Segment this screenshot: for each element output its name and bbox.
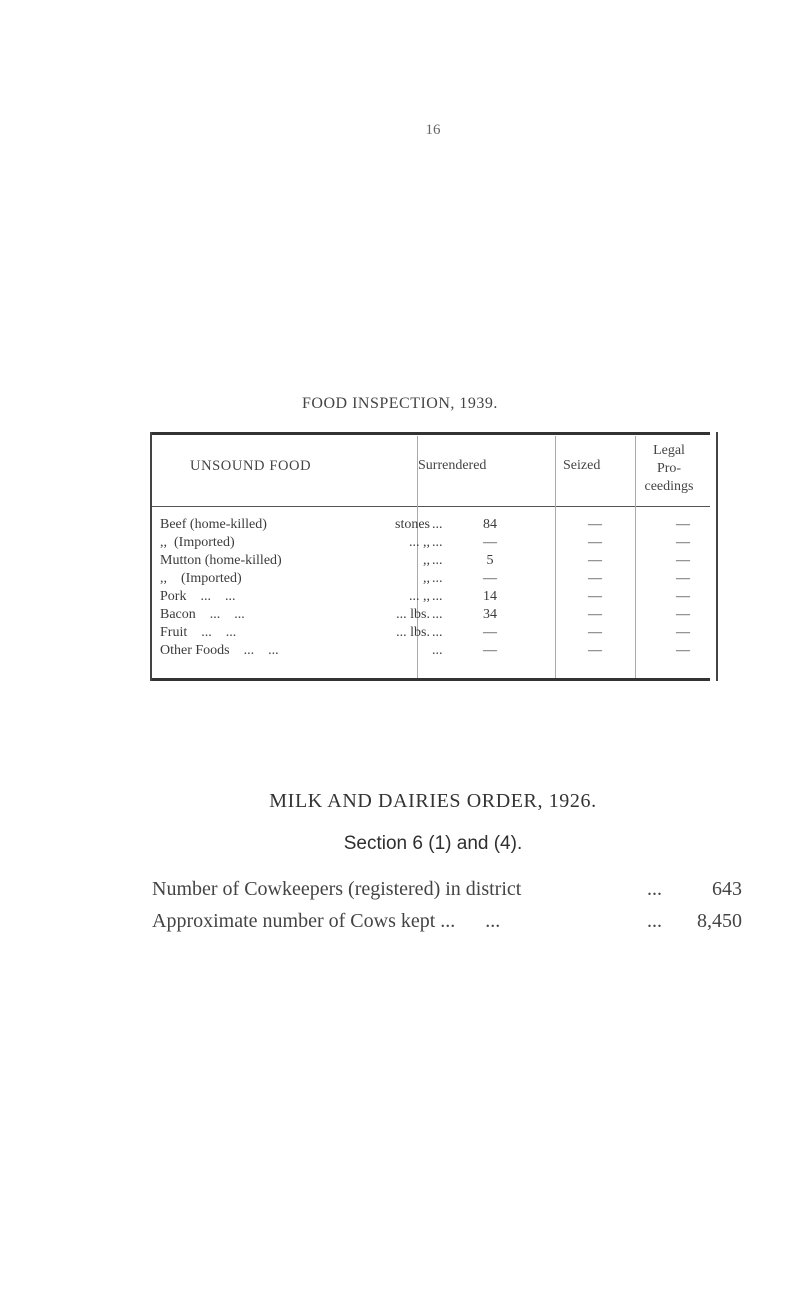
legal-value: — — [676, 625, 690, 640]
milk-dairies-title: MILK AND DAIRIES ORDER, 1926. — [269, 790, 597, 812]
leader-dots: ... — [432, 553, 443, 568]
leader-dots: ... — [432, 643, 443, 658]
seized-value: — — [588, 643, 602, 658]
stat-row — [152, 910, 742, 938]
surrendered-value: 5 — [486, 553, 494, 568]
table-right-rule — [716, 432, 718, 681]
leader-dots: ... — [432, 535, 443, 550]
header-legal-line: ceedings — [644, 479, 694, 494]
surrendered-value: 34 — [483, 607, 497, 622]
seized-value: — — [588, 589, 602, 604]
surrendered-value: — — [483, 571, 497, 586]
leader-dots: ... — [432, 571, 443, 586]
food-unit: ... lbs. — [396, 607, 430, 622]
seized-value: — — [588, 517, 602, 532]
food-inspection-table — [150, 432, 710, 682]
header-surrendered: Surrendered — [418, 458, 487, 473]
stat-value: 643 — [712, 878, 742, 900]
header-legal-line: Legal — [653, 443, 685, 458]
seized-value: — — [588, 535, 602, 550]
table-top-rule — [150, 432, 710, 435]
stat-row — [152, 878, 742, 906]
leader-dots: ... — [432, 517, 443, 532]
food-inspection-title: FOOD INSPECTION, 1939. — [302, 395, 498, 412]
legal-value: — — [676, 607, 690, 622]
table-bottom-rule — [150, 678, 710, 681]
legal-value: — — [676, 535, 690, 550]
stat-label: Number of Cowkeepers (registered) in district — [152, 878, 522, 900]
surrendered-value: 14 — [483, 589, 497, 604]
legal-value: — — [676, 589, 690, 604]
food-unit: ,, — [423, 553, 430, 568]
legal-value: — — [676, 517, 690, 532]
table-header-rule — [150, 506, 710, 507]
food-unit: ,, — [423, 571, 430, 586]
surrendered-value: — — [483, 535, 497, 550]
food-name: Other Foods ... ... — [160, 643, 279, 658]
header-legal-proceedings — [624, 442, 714, 496]
stat-value: 8,450 — [697, 910, 742, 932]
food-name: Pork ... ... — [160, 589, 236, 604]
legal-value: — — [676, 553, 690, 568]
seized-value: — — [588, 625, 602, 640]
header-unsound-food: UNSOUND FOOD — [190, 458, 312, 474]
section-heading: Section 6 (1) and (4). — [343, 833, 523, 854]
food-unit: stones — [395, 517, 430, 532]
leader-dots: ... — [647, 910, 662, 932]
column-divider — [555, 436, 556, 678]
stat-label: Approximate number of Cows kept ... ... — [152, 910, 501, 932]
food-unit: ... ,, — [409, 589, 430, 604]
leader-dots: ... — [432, 607, 443, 622]
header-seized: Seized — [563, 458, 601, 473]
legal-value: — — [676, 571, 690, 586]
page-number: 16 — [425, 122, 441, 138]
food-name: Fruit ... ... — [160, 625, 237, 640]
leader-dots: ... — [647, 878, 662, 900]
legal-value: — — [676, 643, 690, 658]
food-name: Mutton (home-killed) — [160, 553, 282, 568]
seized-value: — — [588, 607, 602, 622]
seized-value: — — [588, 571, 602, 586]
food-name: Beef (home-killed) — [160, 517, 267, 532]
seized-value: — — [588, 553, 602, 568]
surrendered-value: — — [483, 625, 497, 640]
food-unit: ... ,, — [409, 535, 430, 550]
food-name: ,, (Imported) — [160, 535, 235, 550]
food-name: ,, (Imported) — [160, 571, 242, 586]
food-name: Bacon ... ... — [160, 607, 245, 622]
food-unit: ... lbs. — [396, 625, 430, 640]
leader-dots: ... — [432, 625, 443, 640]
table-left-rule — [150, 432, 152, 681]
surrendered-value: 84 — [483, 517, 497, 532]
header-legal-line: Pro- — [656, 461, 682, 476]
leader-dots: ... — [432, 589, 443, 604]
surrendered-value: — — [483, 643, 497, 658]
